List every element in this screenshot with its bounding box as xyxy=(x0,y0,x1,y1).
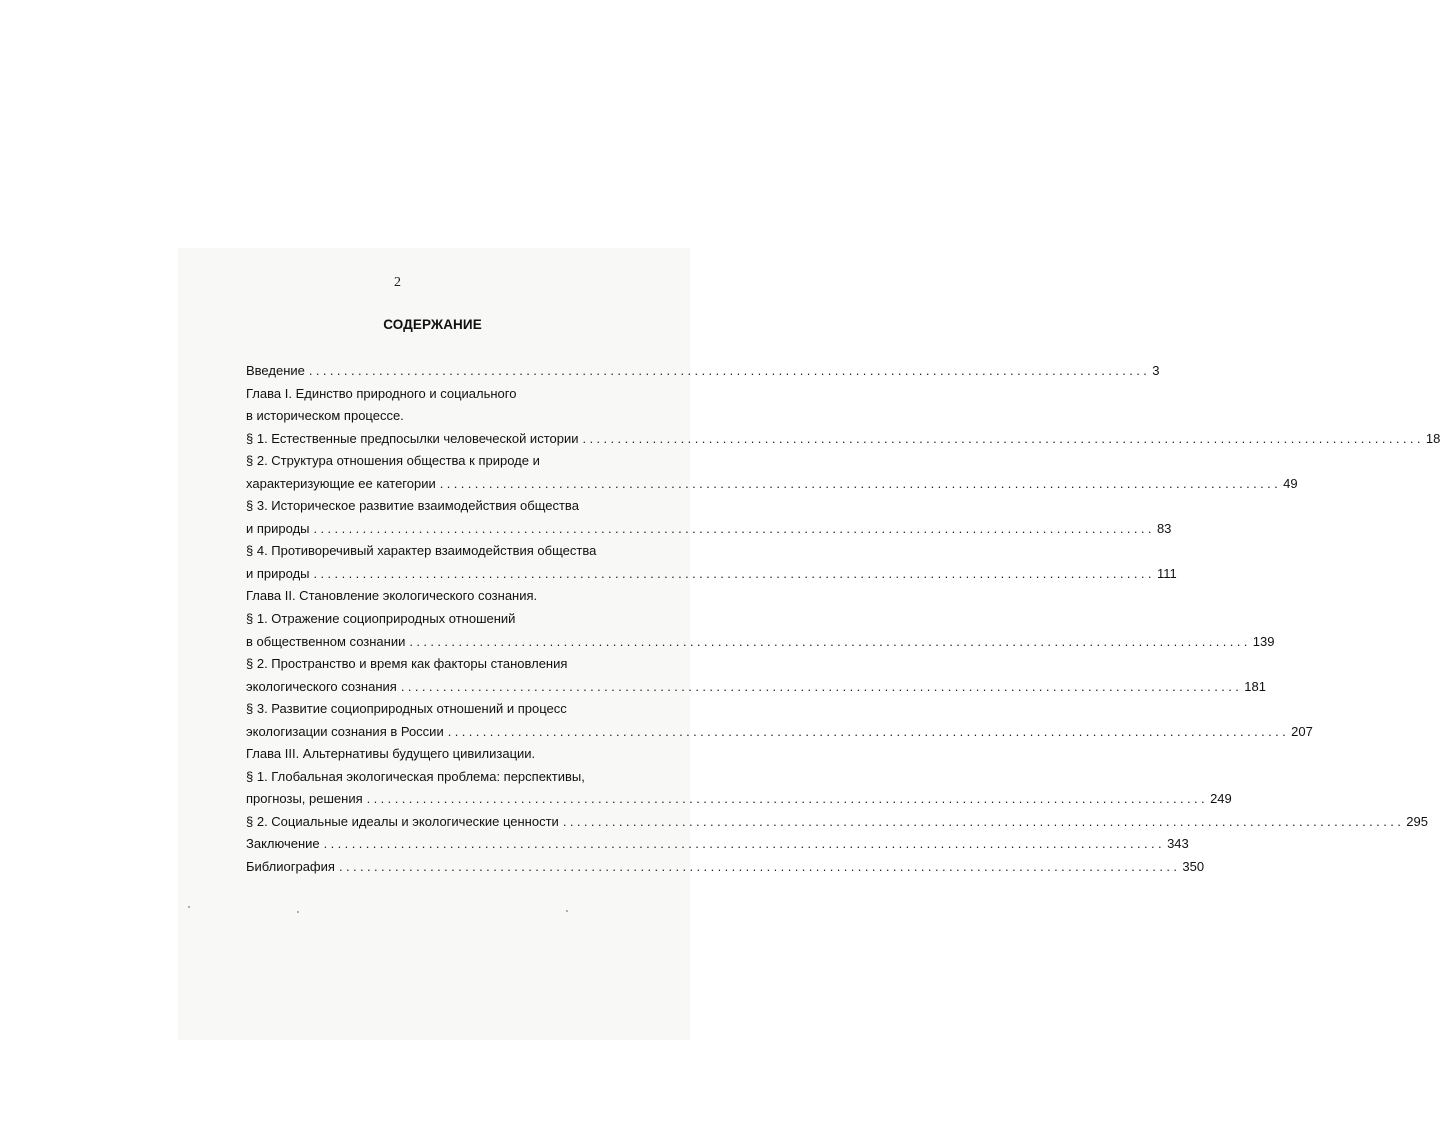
toc-line xyxy=(246,698,624,721)
toc-entry-title: экологического сознания xyxy=(246,678,397,694)
toc-line xyxy=(246,788,1232,811)
toc-entry-title: и природы xyxy=(246,565,310,581)
toc-page-number: 49 xyxy=(1283,475,1298,491)
toc-page-number: 249 xyxy=(1210,791,1232,807)
toc-page-number: 139 xyxy=(1252,633,1275,649)
toc-line xyxy=(246,811,1428,834)
toc-line xyxy=(246,563,1177,586)
toc-line xyxy=(246,473,1298,496)
toc-line xyxy=(246,833,1189,856)
toc-line xyxy=(246,721,1313,744)
toc-line xyxy=(246,585,624,608)
toc-page-number: 181 xyxy=(1244,678,1266,694)
toc-page-number: 295 xyxy=(1406,813,1428,829)
toc-entry-title: Заключение xyxy=(246,836,320,852)
toc-line xyxy=(246,495,624,518)
toc-line xyxy=(246,743,624,766)
toc-entry-title: экологизации сознания в России xyxy=(246,723,444,739)
toc-page-number: 3 xyxy=(1152,363,1160,378)
toc-leader-dots: ........................................................................................................................ xyxy=(447,723,1290,739)
scan-speck xyxy=(566,910,568,912)
toc-line xyxy=(246,631,1275,654)
toc-entry-title: § 2. Структура отношения общества к природе и xyxy=(246,453,540,469)
toc-line xyxy=(246,608,624,631)
toc-page-number: 18 xyxy=(1425,430,1440,446)
toc-entry-title: § 2. Пространство и время как факторы становления xyxy=(246,656,568,672)
toc-leader-dots: ........................................................................................................................ xyxy=(313,520,1155,536)
page-title: СОДЕРЖАНИЕ xyxy=(383,317,482,332)
toc-page-number: 343 xyxy=(1167,836,1189,852)
toc-entry-title: § 1. Естественные предпосылки человеческой истории xyxy=(246,430,579,446)
toc-leader-dots: ........................................................................................................................ xyxy=(338,859,1181,875)
scan-speck xyxy=(188,906,190,908)
toc-leader-dots: ........................................................................................................................ xyxy=(308,363,1151,378)
toc-leader-dots: ........................................................................................................................ xyxy=(323,836,1166,852)
toc-entry-title: § 4. Противоречивый характер взаимодействия общества xyxy=(246,543,597,559)
toc-line xyxy=(246,856,1205,879)
toc-entry-title: прогнозы, решения xyxy=(246,791,363,807)
toc-page-number: 83 xyxy=(1156,520,1172,536)
toc-page-number: 350 xyxy=(1182,859,1205,875)
toc-line xyxy=(246,405,624,428)
toc-line xyxy=(246,383,624,406)
scan-speck xyxy=(297,911,299,913)
toc-entry-title: в историческом процессе. xyxy=(246,408,404,424)
toc-leader-dots: ........................................................................................................................ xyxy=(409,633,1251,649)
toc-leader-dots: ........................................................................................................................ xyxy=(439,475,1282,491)
toc-entry-title: § 3. Историческое развитие взаимодействия общества xyxy=(246,498,579,514)
toc-leader-dots: ........................................................................................................................ xyxy=(313,565,1155,581)
toc-page-number: 207 xyxy=(1291,723,1313,739)
table-of-contents xyxy=(246,360,1440,879)
toc-entry-title: § 1. Отражение социоприродных отношений xyxy=(246,611,516,627)
toc-line xyxy=(246,428,1440,451)
toc-entry-title: Глава II. Становление экологического сознания. xyxy=(246,588,538,604)
toc-entry-title: § 1. Глобальная экологическая проблема: перспективы, xyxy=(246,768,585,784)
toc-entry-title: Библиография xyxy=(246,859,335,875)
toc-entry-title: Глава I. Единство природного и социального xyxy=(246,385,517,401)
toc-entry-title: в общественном сознании xyxy=(246,633,406,649)
page-number: 2 xyxy=(394,275,401,290)
toc-entry-title: Введение xyxy=(246,363,305,378)
toc-entry-title: Глава III. Альтернативы будущего цивилизации. xyxy=(246,746,536,762)
toc-leader-dots: ........................................................................................................................ xyxy=(562,813,1405,829)
toc-line xyxy=(246,540,624,563)
toc-entry-title: характеризующие ее категории xyxy=(246,475,436,491)
toc-line xyxy=(246,450,624,473)
toc-leader-dots: ........................................................................................................................ xyxy=(400,678,1243,694)
toc-line xyxy=(246,653,624,676)
toc-line xyxy=(246,676,1266,699)
toc-leader-dots: ........................................................................................................................ xyxy=(582,430,1424,446)
toc-line xyxy=(246,360,1160,383)
toc-line xyxy=(246,766,624,789)
toc-entry-title: и природы xyxy=(246,520,310,536)
toc-entry-title: § 3. Развитие социоприродных отношений и процесс xyxy=(246,701,567,717)
toc-line xyxy=(246,518,1172,541)
toc-page-number: 111 xyxy=(1156,565,1177,581)
toc-leader-dots: ........................................................................................................................ xyxy=(366,791,1209,807)
toc-entry-title: § 2. Социальные идеалы и экологические ценности xyxy=(246,813,559,829)
